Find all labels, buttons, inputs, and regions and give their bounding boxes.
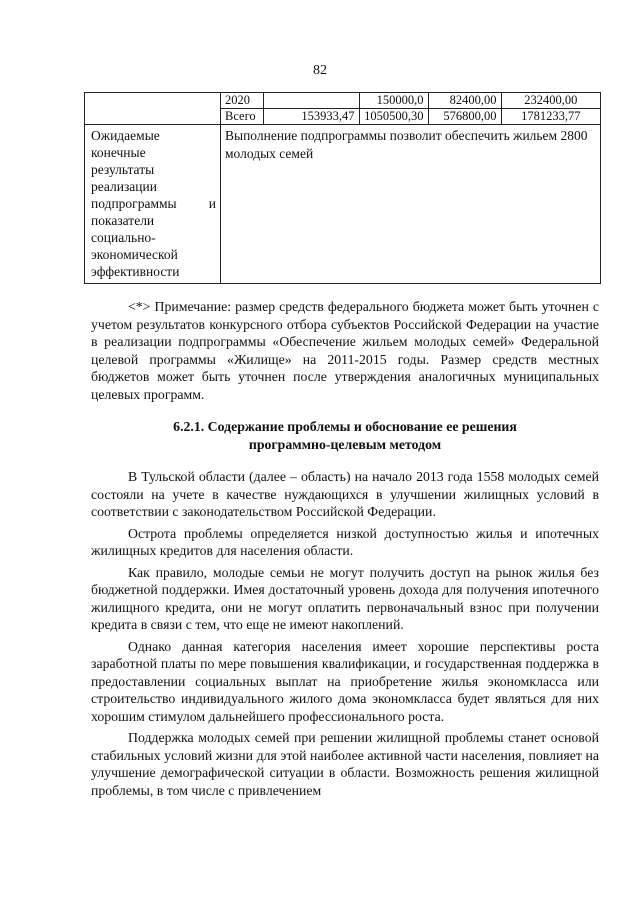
section-heading <box>91 418 599 454</box>
results-label-line: экономической <box>91 247 178 262</box>
funding-cell-value: 1050500,30 <box>359 109 428 125</box>
funding-cell <box>221 93 601 125</box>
results-label-line: результаты <box>91 162 155 177</box>
results-label-line: конечные <box>91 145 146 160</box>
body-paragraph: Острота проблемы определяется низкой доступностью жилья и ипотечных жилищных кредитов для населения области. <box>91 525 599 558</box>
results-label-line: показатели <box>91 213 155 228</box>
funding-table <box>221 93 600 124</box>
results-label-line: социально- <box>91 230 156 245</box>
empty-label-cell <box>85 93 221 125</box>
body-paragraph: В Тульской области (далее – область) на начало 2013 года 1558 молодых семей состояли на учете в качестве нуждающихся в улучшении жилищных условий в соответствии с законодательством Российской Федерации. <box>91 469 599 519</box>
funding-year-label: 2020 <box>221 93 263 109</box>
funding-cell-value: 150000,0 <box>359 93 428 109</box>
funding-cell-value: 576800,00 <box>428 109 501 125</box>
body-paragraph: Как правило, молодые семьи не могут получить доступ на рынок жилья без бюджетной поддержки. Имея достаточный уровень дохода для получения ипотечного жилищного кредита, они не могут оплатить первоначальный взнос при получении кредита в связи с тем, что еще не имеют накоплений. <box>91 564 599 632</box>
results-text: Выполнение подпрограммы позволит обеспечить жильем 2800 молодых семей <box>225 128 588 161</box>
program-passport-table <box>84 92 601 284</box>
page-number: 82 <box>313 63 327 78</box>
funding-total-label: Всего <box>225 109 256 123</box>
results-label-word: и <box>208 196 216 211</box>
funding-row <box>85 93 601 125</box>
funding-cell-total: 232400,00 <box>501 93 600 109</box>
section-heading-line: программно-целевым методом <box>248 437 442 452</box>
funding-cell-value <box>263 93 359 109</box>
results-label-line: эффективности <box>91 264 180 279</box>
results-label-word: подпрограммы <box>91 196 177 211</box>
funding-row-total <box>221 109 600 125</box>
results-label-line: реализации <box>91 179 157 194</box>
funding-cell-value: 82400,00 <box>428 93 501 109</box>
results-label-line: Ожидаемые <box>91 128 160 143</box>
funding-cell-total: 1781233,77 <box>501 109 600 125</box>
section-body <box>91 468 599 799</box>
body-paragraph: Однако данная категория населения имеет хорошие перспективы роста заработной платы по мере повышения квалификации, и государственная поддержка в предоставлении социальных выплат на приобретение жилья экономкласса или строительство индивидуального жилого дома экономкласса будет являться для них хорошим стимулом дальнейшего профессионального роста. <box>91 638 599 724</box>
footnote <box>91 298 599 403</box>
results-text-cell <box>221 125 601 284</box>
results-row <box>85 125 601 284</box>
funding-row-2020 <box>221 93 600 109</box>
results-label-cell <box>85 125 221 284</box>
body-paragraph: Поддержка молодых семей при решении жилищной проблемы станет основой стабильных условий жизни для этой наиболее активной части населения, повлияет на улучшение демографической ситуации в области. Возможность решения жилищной проблемы, в том числе с привлечением <box>91 730 599 798</box>
funding-cell-value: 153933,47 <box>263 109 359 125</box>
footnote-text: <*> Примечание: размер средств федерального бюджета может быть уточнен с учетом результатов конкурсного отбора субъектов Российской Федерации на участие в реализации подпрограммы «Обеспечение жильем молодых семей» Федеральной целевой программы «Жилище» на 2011-2015 годы. Размер средств местных бюджетов может быть уточнен после утверждения аналогичных муниципальных целевых программ. <box>91 299 599 402</box>
results-label-line <box>91 195 216 212</box>
section-heading-line: 6.2.1. Содержание проблемы и обоснование ее решения <box>173 419 517 434</box>
